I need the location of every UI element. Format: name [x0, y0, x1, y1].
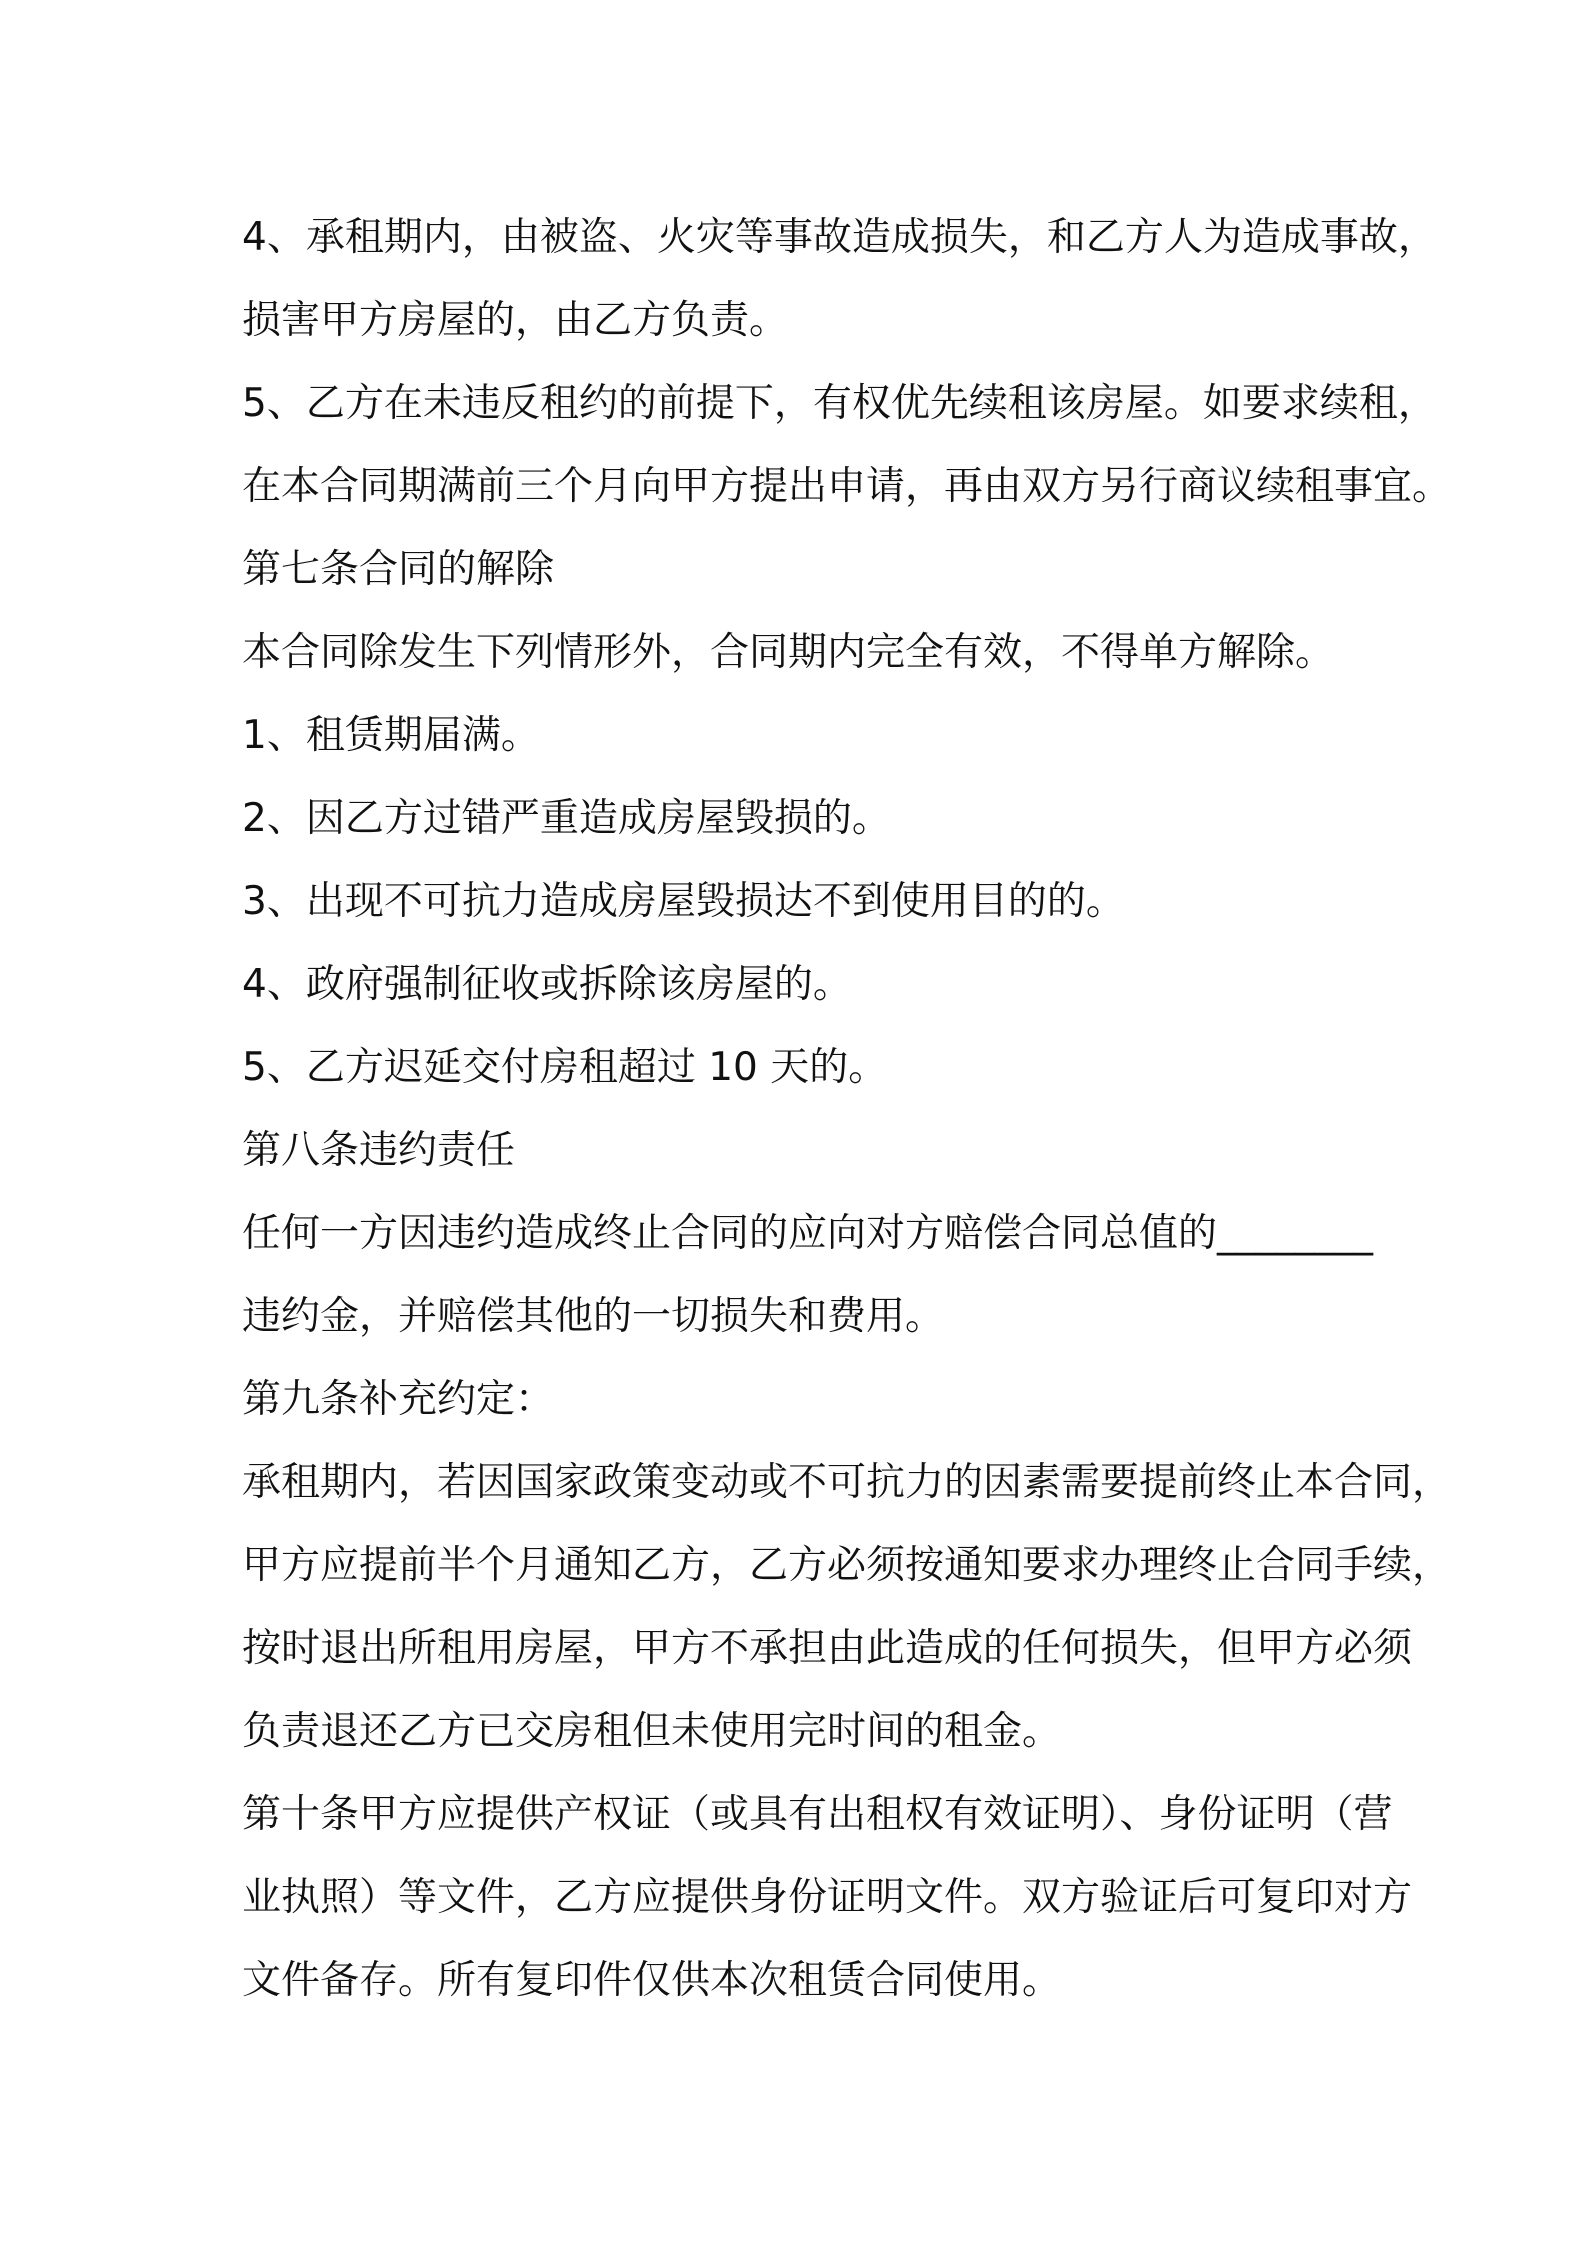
section-heading — [242, 1109, 1378, 1192]
text-line: 承租期内，若因国家政策变动或不可抗力的因素需要提前终止本合同， — [242, 1460, 1452, 1505]
text-line: 损害甲方房屋的，由乙方负责。 — [242, 298, 789, 343]
text-line: 4、政府强制征收或拆除该房屋的。 — [242, 962, 852, 1007]
text-line: 负责退还乙方已交房租但未使用完时间的租金。 — [242, 1709, 1062, 1754]
list-item — [242, 943, 1378, 1026]
text-line: 业执照）等文件，乙方应提供身份证明文件。双方验证后可复印对方 — [242, 1875, 1413, 1920]
text-line: 第八条违约责任 — [242, 1128, 516, 1173]
section-heading — [242, 1358, 1378, 1441]
contract-body — [242, 196, 1452, 2022]
text-line: 2、因乙方过错严重造成房屋毁损的。 — [242, 796, 891, 841]
text-line: 违约金，并赔偿其他的一切损失和费用。 — [242, 1294, 945, 1339]
section-heading — [242, 528, 1378, 611]
text-line: 1、租赁期届满。 — [242, 713, 540, 758]
list-item — [242, 362, 1452, 528]
text-line: 3、出现不可抗力造成房屋毁损达不到使用目的的。 — [242, 879, 1125, 924]
text-line: 第七条合同的解除 — [242, 547, 555, 592]
body-paragraph — [242, 611, 1378, 694]
text-line: 文件备存。所有复印件仅供本次租赁合同使用。 — [242, 1958, 1062, 2003]
text-line: 4、承租期内，由被盗、火灾等事故造成损失，和乙方人为造成事故， — [242, 215, 1437, 260]
list-item — [242, 1026, 1378, 1109]
body-paragraph — [242, 1773, 1413, 2022]
text-line: 甲方应提前半个月通知乙方，乙方必须按通知要求办理终止合同手续， — [242, 1543, 1452, 1588]
body-paragraph — [242, 1441, 1452, 1773]
list-item — [242, 860, 1378, 943]
text-line: 5、乙方在未违反租约的前提下，有权优先续租该房屋。如要求续租， — [242, 381, 1437, 426]
body-paragraph — [242, 1192, 1378, 1358]
list-item — [242, 196, 1437, 362]
text-line: 第十条甲方应提供产权证（或具有出租权有效证明）、身份证明（营 — [242, 1792, 1393, 1837]
text-line: 本合同除发生下列情形外，合同期内完全有效，不得单方解除。 — [242, 630, 1335, 675]
text-line: 按时退出所租用房屋，甲方不承担由此造成的任何损失，但甲方必须 — [242, 1626, 1413, 1671]
list-item — [242, 694, 1378, 777]
text-line: 任何一方因违约造成终止合同的应向对方赔偿合同总值的________ — [242, 1211, 1374, 1256]
text-line: 在本合同期满前三个月向甲方提出申请，再由双方另行商议续租事宜。 — [242, 464, 1452, 509]
text-line: 第九条补充约定： — [242, 1377, 555, 1422]
text-line: 5、乙方迟延交付房租超过 10 天的。 — [242, 1045, 888, 1090]
list-item — [242, 777, 1378, 860]
